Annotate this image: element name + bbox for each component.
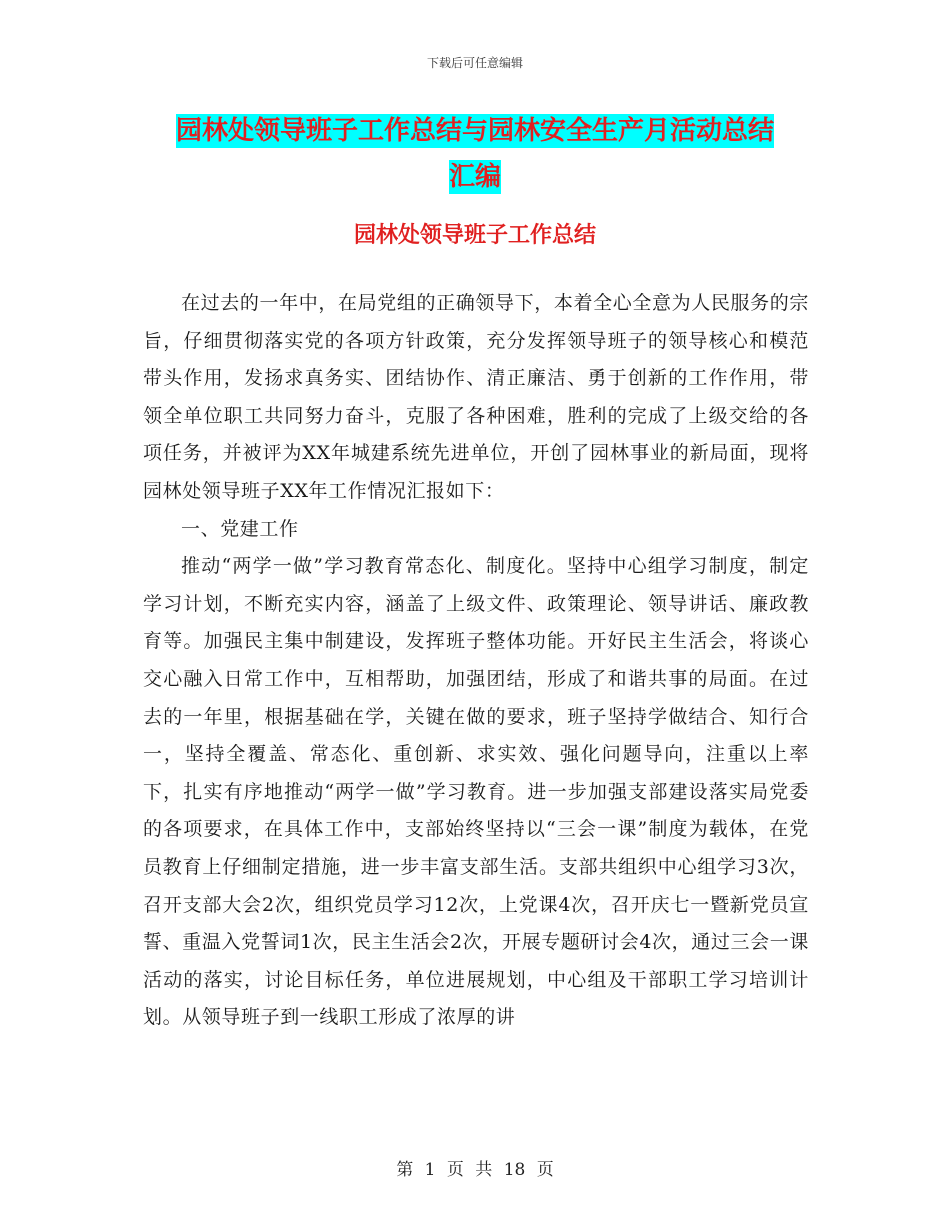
section-title: 园林处领导班子工作总结 xyxy=(353,223,596,248)
document-title-line-1: 园林处领导班子工作总结与园林安全生产月活动总结 xyxy=(175,116,774,146)
document-title xyxy=(140,108,810,200)
document-body xyxy=(143,285,809,1037)
paragraph-heading-party-building: 一、党建工作 xyxy=(181,517,299,540)
paragraph-party-building: 推动“两学一做”学习教育常态化、制度化。坚持中心组学习制度，制定学习计划，不断充实内容，涵盖了上级文件、政策理论、领导讲话、廉政教育等。加强民主集中制建设，发挥班子整体功能。开好民主生活会，将谈心交心融入日常工作中，互相帮助，加强团结，形成了和谐共事的局面。在过去的一年里，根据基础在学，关键在做的要求，班子坚持学做结合、知行合一，坚持全覆盖、常态化、重创新、求实效、强化问题导向，注重以上率下，扎实有序地推动“两学一做”学习教育。进一步加强支部建设落实局党委的各项要求，在具体工作中，支部始终坚持以“三会一课”制度为载体，在党员教育上仔细制定措施，进一步丰富支部生活。支部共组织中心组学习3次，召开支部大会2次，组织党员学习12次，上党课4次，召开庆七一暨新党员宣誓、重温入党誓词1次，民主生活会2次，开展专题研讨会4次，通过三会一课活动的落实，讨论目标任务，单位进展规划，中心组及干部职工学习培训计划。从领导班子到一线职工形成了浓厚的讲 xyxy=(143,555,809,1029)
document-title-line-2: 汇编 xyxy=(448,162,501,192)
page-footer: 第 1 页 共 18 页 xyxy=(396,1160,554,1180)
header-note: 下载后可任意编辑 xyxy=(426,56,523,70)
paragraph-intro: 在过去的一年中，在局党组的正确领导下，本着全心全意为人民服务的宗旨，仔细贯彻落实党的各项方针政策，充分发挥领导班子的领导核心和模范带头作用，发扬求真务实、团结协作、清正廉洁、勇于创新的工作作用，带领全单位职工共同努力奋斗，克服了各种困难，胜利的完成了上级交给的各项任务，并被评为XX年城建系统先进单位，开创了园林事业的新局面，现将园林处领导班子XX年工作情况汇报如下： xyxy=(143,292,809,502)
